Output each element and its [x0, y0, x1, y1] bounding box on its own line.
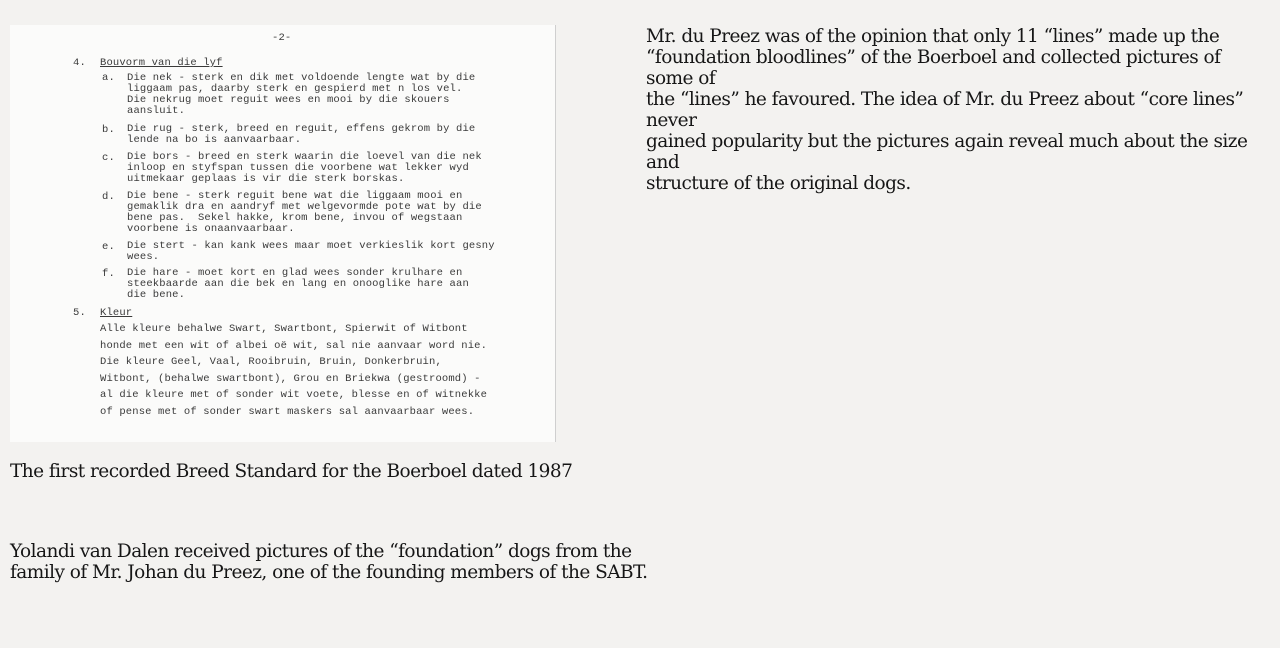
- section-5-number: 5.: [73, 307, 86, 319]
- paragraph-line: the “lines” he favoured. The idea of Mr. du Preez about “core lines” never: [646, 89, 1244, 131]
- item-d-letter: d.: [102, 191, 115, 203]
- paragraph-line: structure of the original dogs.: [646, 173, 911, 194]
- item-d-line: voorbene is onaanvaarbaar.: [127, 223, 295, 235]
- section-5-heading: Kleur: [100, 307, 133, 319]
- foundation-dogs-caption-line-1: Yolandi van Dalen received pictures of the “foundation” dogs from the: [10, 541, 632, 562]
- item-e-letter: e.: [102, 241, 115, 253]
- kleur-line: of pense met of sonder swart maskers sal aanvaarbaar wees.: [100, 406, 475, 418]
- section-4-heading: Bouvorm van die lyf: [100, 57, 223, 69]
- item-d-line: gemaklik dra en aandryf met welgevormde pote wat by die: [127, 201, 482, 213]
- kleur-line: Alle kleure behalwe Swart, Swartbont, Spierwit of Witbont: [100, 323, 468, 335]
- item-a-line: aansluit.: [127, 105, 186, 117]
- scanned-document-image: [10, 25, 556, 442]
- breed-standard-caption: The first recorded Breed Standard for the Boerboel dated 1987: [10, 461, 573, 482]
- kleur-line: Die kleure Geel, Vaal, Rooibruin, Bruin, Donkerbruin,: [100, 356, 442, 368]
- item-f-line: Die hare - moet kort en glad wees sonder krulhare en: [127, 267, 463, 279]
- item-b-letter: b.: [102, 124, 115, 136]
- item-c-line: uitmekaar geplaas is vir die sterk borskas.: [127, 173, 405, 185]
- kleur-line: honde met een wit of albei oë wit, sal nie aanvaar word nie.: [100, 340, 488, 352]
- item-d-line: bene pas. Sekel hakke, krom bene, invou of wegstaan: [127, 212, 463, 224]
- page-number: -2-: [272, 32, 292, 44]
- core-lines-paragraph: [646, 26, 1266, 194]
- item-a-letter: a.: [102, 72, 115, 84]
- item-b-line: Die rug - sterk, breed en reguit, effens gekrom by die: [127, 123, 476, 135]
- item-f-line: die bene.: [127, 289, 186, 301]
- paragraph-line: Mr. du Preez was of the opinion that only 11 “lines” made up the: [646, 26, 1220, 47]
- item-d-line: Die bene - sterk reguit bene wat die liggaam mooi en: [127, 190, 463, 202]
- section-4-number: 4.: [73, 57, 86, 69]
- item-e-line: Die stert - kan kank wees maar moet verkieslik kort gesny: [127, 240, 495, 252]
- paragraph-line: gained popularity but the pictures again reveal much about the size and: [646, 131, 1248, 173]
- kleur-line: Witbont, (behalwe swartbont), Grou en Briekwa (gestroomd) -: [100, 373, 481, 385]
- item-c-letter: c.: [102, 152, 115, 164]
- item-e-line: wees.: [127, 251, 160, 263]
- item-a-line: liggaam pas, daarby sterk en gespierd met n los vel.: [127, 83, 463, 95]
- foundation-dogs-caption-line-2: family of Mr. Johan du Preez, one of the founding members of the SABT.: [10, 562, 648, 583]
- paragraph-line: “foundation bloodlines” of the Boerboel and collected pictures of some of: [646, 47, 1221, 89]
- item-f-letter: f.: [102, 268, 115, 280]
- item-a-line: Die nek - sterk en dik met voldoende lengte wat by die: [127, 72, 476, 84]
- item-a-line: Die nekrug moet reguit wees en mooi by die skouers: [127, 94, 450, 106]
- kleur-line: al die kleure met of sonder wit voete, blesse en of witnekke: [100, 389, 488, 401]
- item-f-line: steekbaarde aan die bek en lang en onooglike hare aan: [127, 278, 469, 290]
- item-b-line: lende na bo is aanvaarbaar.: [127, 134, 302, 146]
- item-c-line: Die bors - breed en sterk waarin die loevel van die nek: [127, 151, 482, 163]
- item-c-line: inloop en styfspan tussen die voorbene wat lekker wyd: [127, 162, 469, 174]
